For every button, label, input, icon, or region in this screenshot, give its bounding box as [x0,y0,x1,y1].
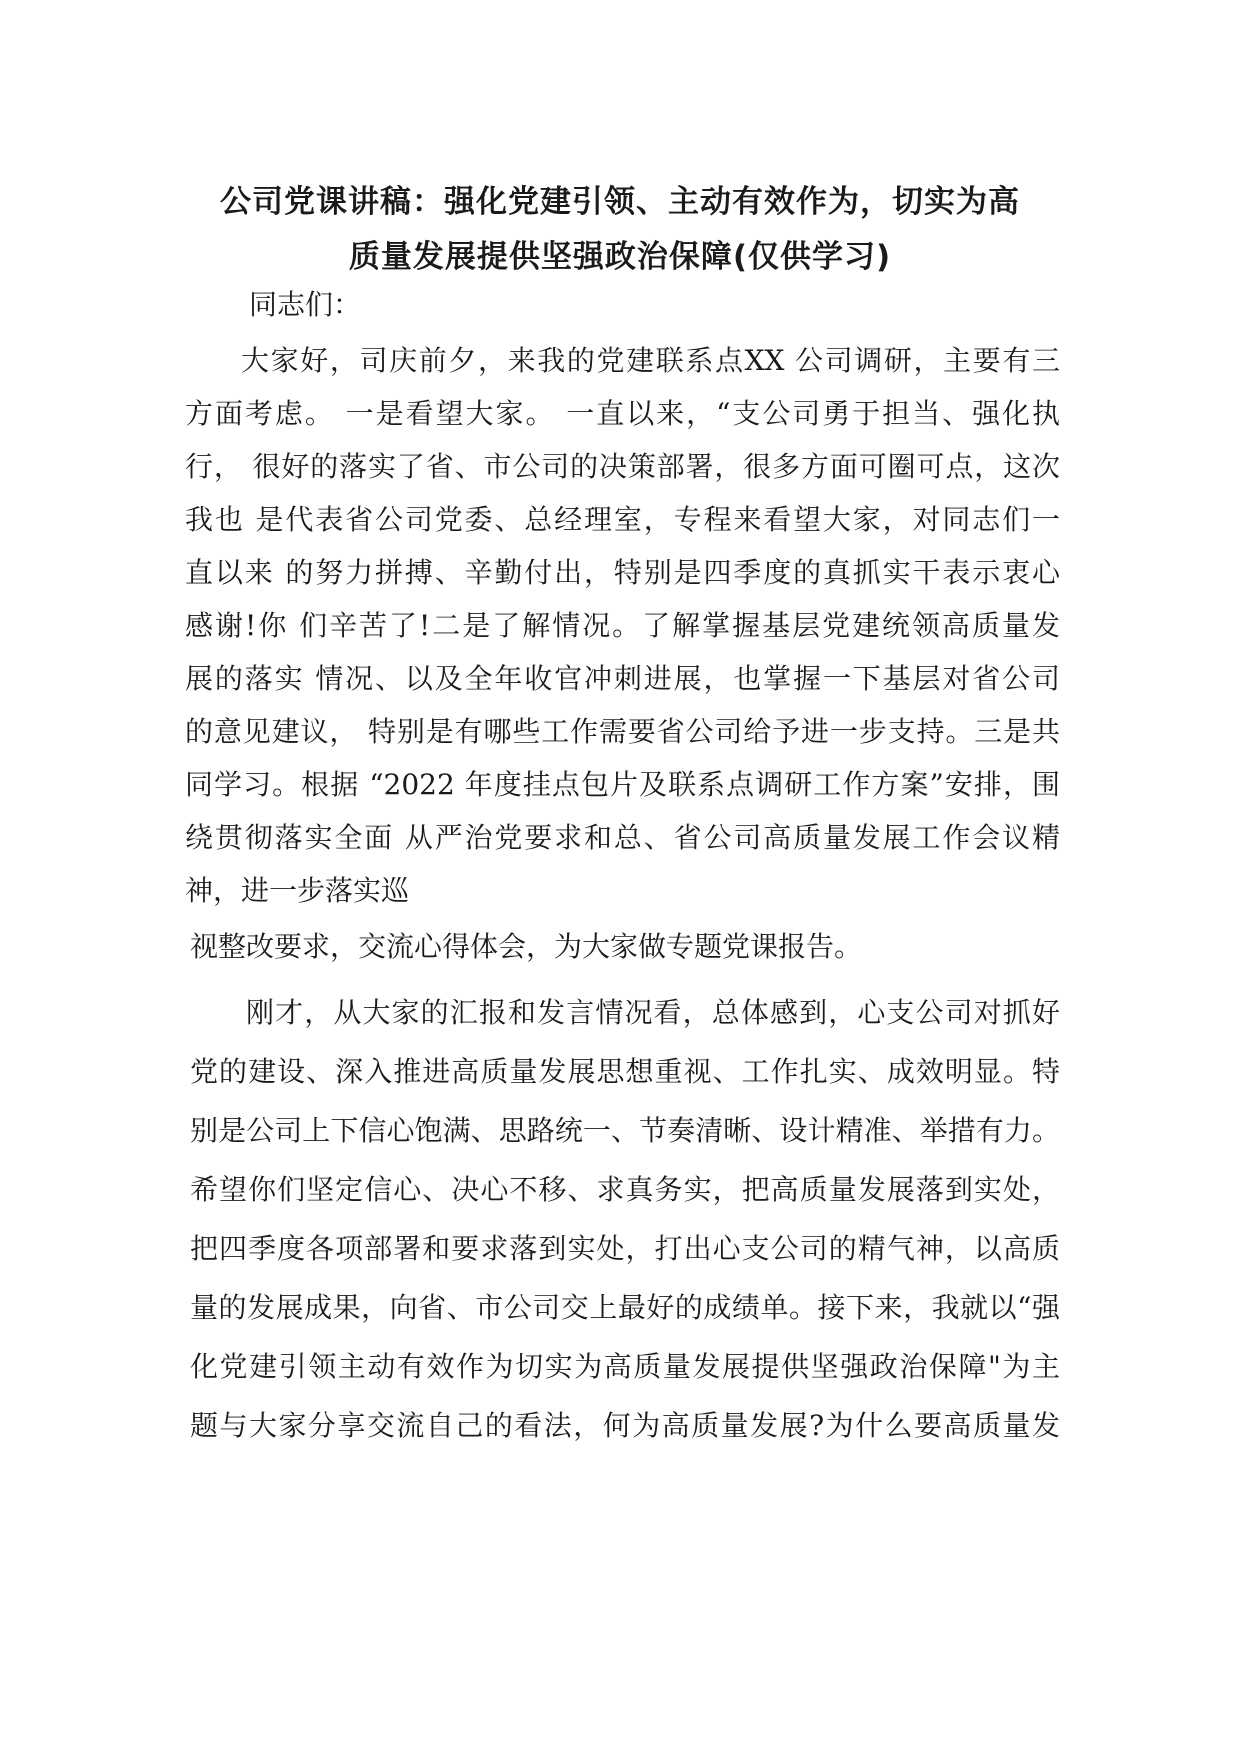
paragraph-1-line: 直以来 的努力拼搏、辛勤付出，特别是四季度的真抓实干表示衷心 [185,556,1060,589]
paragraph-1-line: 的意见建议， 特别是有哪些工作需要省公司给予进一步支持。三是共 [185,715,1060,748]
paragraph-1-line: 神，进一步落实巡 [185,874,410,907]
paragraph-3-line: 量的发展成果，向省、市公司交上最好的成绩单。接下来，我就以“强 [190,1291,1060,1324]
document-title-line-1: 公司党课讲稿：强化党建引领、主动有效作为，切实为高 [220,184,1020,220]
paragraph-1-line: 同学习。根据 “2022 年度挂点包片及联系点调研工作方案”安排，围 [185,768,1060,801]
paragraph-3-line: 化党建引领主动有效作为切实为高质量发展提供坚强政治保障"为主 [190,1350,1060,1383]
salutation: 同志们： [249,288,362,321]
paragraph-2-line: 视整改要求，交流心得体会，为大家做专题党课报告。 [190,930,863,963]
paragraph-1-line: 展的落实 情况、以及全年收官冲刺进展，也掌握一下基层对省公司 [185,662,1060,695]
paragraph-1-line: 我也 是代表省公司党委、总经理室，专程来看望大家，对同志们一 [185,503,1060,536]
paragraph-3-line: 题与大家分享交流自己的看法，何为高质量发展?为什么要高质量发 [190,1409,1060,1442]
paragraph-3-line: 党的建设、深入推进高质量发展思想重视、工作扎实、成效明显。特 [190,1055,1060,1088]
paragraph-1-line: 大家好，司庆前夕，来我的党建联系点XX 公司调研，主要有三 [241,344,1060,377]
paragraph-3-line: 别是公司上下信心饱满、思路统一、节奏清晰、设计精准、举措有力。 [190,1114,1060,1147]
paragraph-3-line: 希望你们坚定信心、决心不移、求真务实，把高质量发展落到实处， [190,1173,1060,1206]
paragraph-1-line: 行， 很好的落实了省、市公司的决策部署，很多方面可圈可点，这次 [185,450,1060,483]
paragraph-3-line: 刚才，从大家的汇报和发言情况看，总体感到，心支公司对抓好 [246,996,1060,1029]
paragraph-1-line: 方面考虑。 一是看望大家。 一直以来，“支公司勇于担当、强化执 [185,397,1060,430]
paragraph-3-line: 把四季度各项部署和要求落到实处，打出心支公司的精气神，以高质 [190,1232,1060,1265]
document-title-line-2: 质量发展提供坚强政治保障(仅供学习) [348,239,892,275]
paragraph-1-line: 绕贯彻落实全面 从严治党要求和总、省公司高质量发展工作会议精 [185,821,1060,854]
paragraph-1-line: 感谢!你 们辛苦了!二是了解情况。了解掌握基层党建统领高质量发 [185,609,1060,642]
